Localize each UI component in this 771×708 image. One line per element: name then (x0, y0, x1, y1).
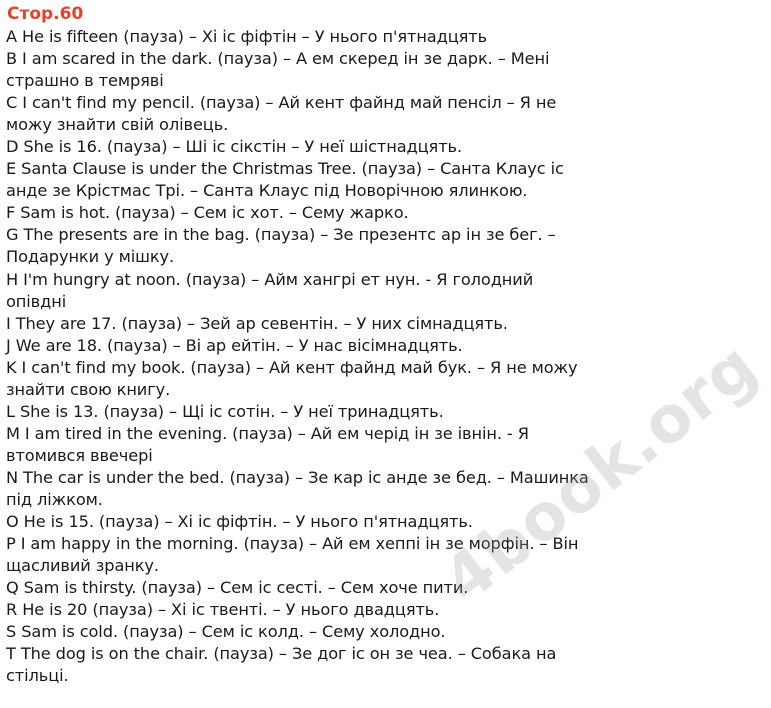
text-line: щасливий зранку. (6, 556, 159, 576)
text-line: L She is 13. (пауза) – Щі іс сотін. – У неї тринадцять. (6, 401, 444, 421)
text-line: B I am scared in the dark. (пауза) – А ем скеред ін зе дарк. – Мені (6, 49, 550, 69)
text-line: E Santa Clause is under the Christmas Tree. (пауза) – Санта Клаус іс (6, 159, 564, 179)
text-line: знайти свою книгу. (6, 379, 171, 399)
text-line: F Sam is hot. (пауза) – Сем іс хот. – Сему жарко. (6, 203, 409, 223)
text-line: S Sam is cold. (пауза) – Сем іс колд. – Сему холодно. (6, 622, 446, 642)
text-line: H I'm hungry at noon. (пауза) – Айм хангрі ет нун. - Я голодний (6, 269, 534, 289)
text-line: під ліжком. (6, 489, 103, 509)
text-line: страшно в темряві (6, 71, 164, 91)
text-line: C I can't find my pencil. (пауза) – Ай кент файнд май пенсіл – Я не (6, 93, 557, 113)
text-line: P I am happy in the morning. (пауза) – Ай ем хеппі ін зе морфін. – Він (6, 534, 579, 554)
text-line: I They are 17. (пауза) – Зей ар севентін. – У них сімнадцять. (6, 313, 508, 333)
text-line: G The presents are in the bag. (пауза) – Зе презентс ар ін зе бег. – (6, 225, 556, 245)
text-line: втомився ввечері (6, 445, 153, 465)
text-line: Q Sam is thirsty. (пауза) – Сем іс сесті. – Сем хоче пити. (6, 578, 469, 598)
text-line: A He is fifteen (пауза) – Хі іс фіфтін – У нього п'ятнадцять (6, 27, 488, 46)
page-title: Стор.60 (7, 4, 84, 24)
text-line: D She is 16. (пауза) – Ші іс сікстін – У неї шістнадцять. (6, 137, 463, 157)
text-line: опівдні (6, 291, 67, 311)
text-line: N The car is under the bed. (пауза) – Зе кар іс анде зе бед. – Машинка (6, 467, 589, 487)
text-line: M I am tired in the evening. (пауза) – Ай ем черід ін зе івнін. - Я (6, 423, 529, 443)
text-line: T The dog is on the chair. (пауза) – Зе дог іс он зе чеа. – Собака на (6, 644, 557, 664)
text-lines (6, 26, 689, 687)
text-line: анде зе Крістмас Трі. – Санта Клаус під Новорічною ялинкою. (6, 181, 528, 201)
text-line: K I can't find my book. (пауза) – Ай кент файнд май бук. – Я не можу (6, 357, 578, 377)
text-line: Подарунки у мішку. (6, 247, 175, 267)
text-line: O He is 15. (пауза) – Хі іс фіфтін. – У нього п'ятнадцять. (6, 512, 473, 532)
text-line: J We are 18. (пауза) – Ві ар ейтін. – У нас вісімнадцять. (6, 335, 463, 355)
text-line: R He is 20 (пауза) – Хі іс твенті. – У нього двадцять. (6, 600, 440, 620)
watermark-logo: 4book.org (430, 328, 771, 619)
text-line: можу знайти свій олівець. (6, 115, 229, 135)
text-line: стільці. (6, 666, 69, 686)
